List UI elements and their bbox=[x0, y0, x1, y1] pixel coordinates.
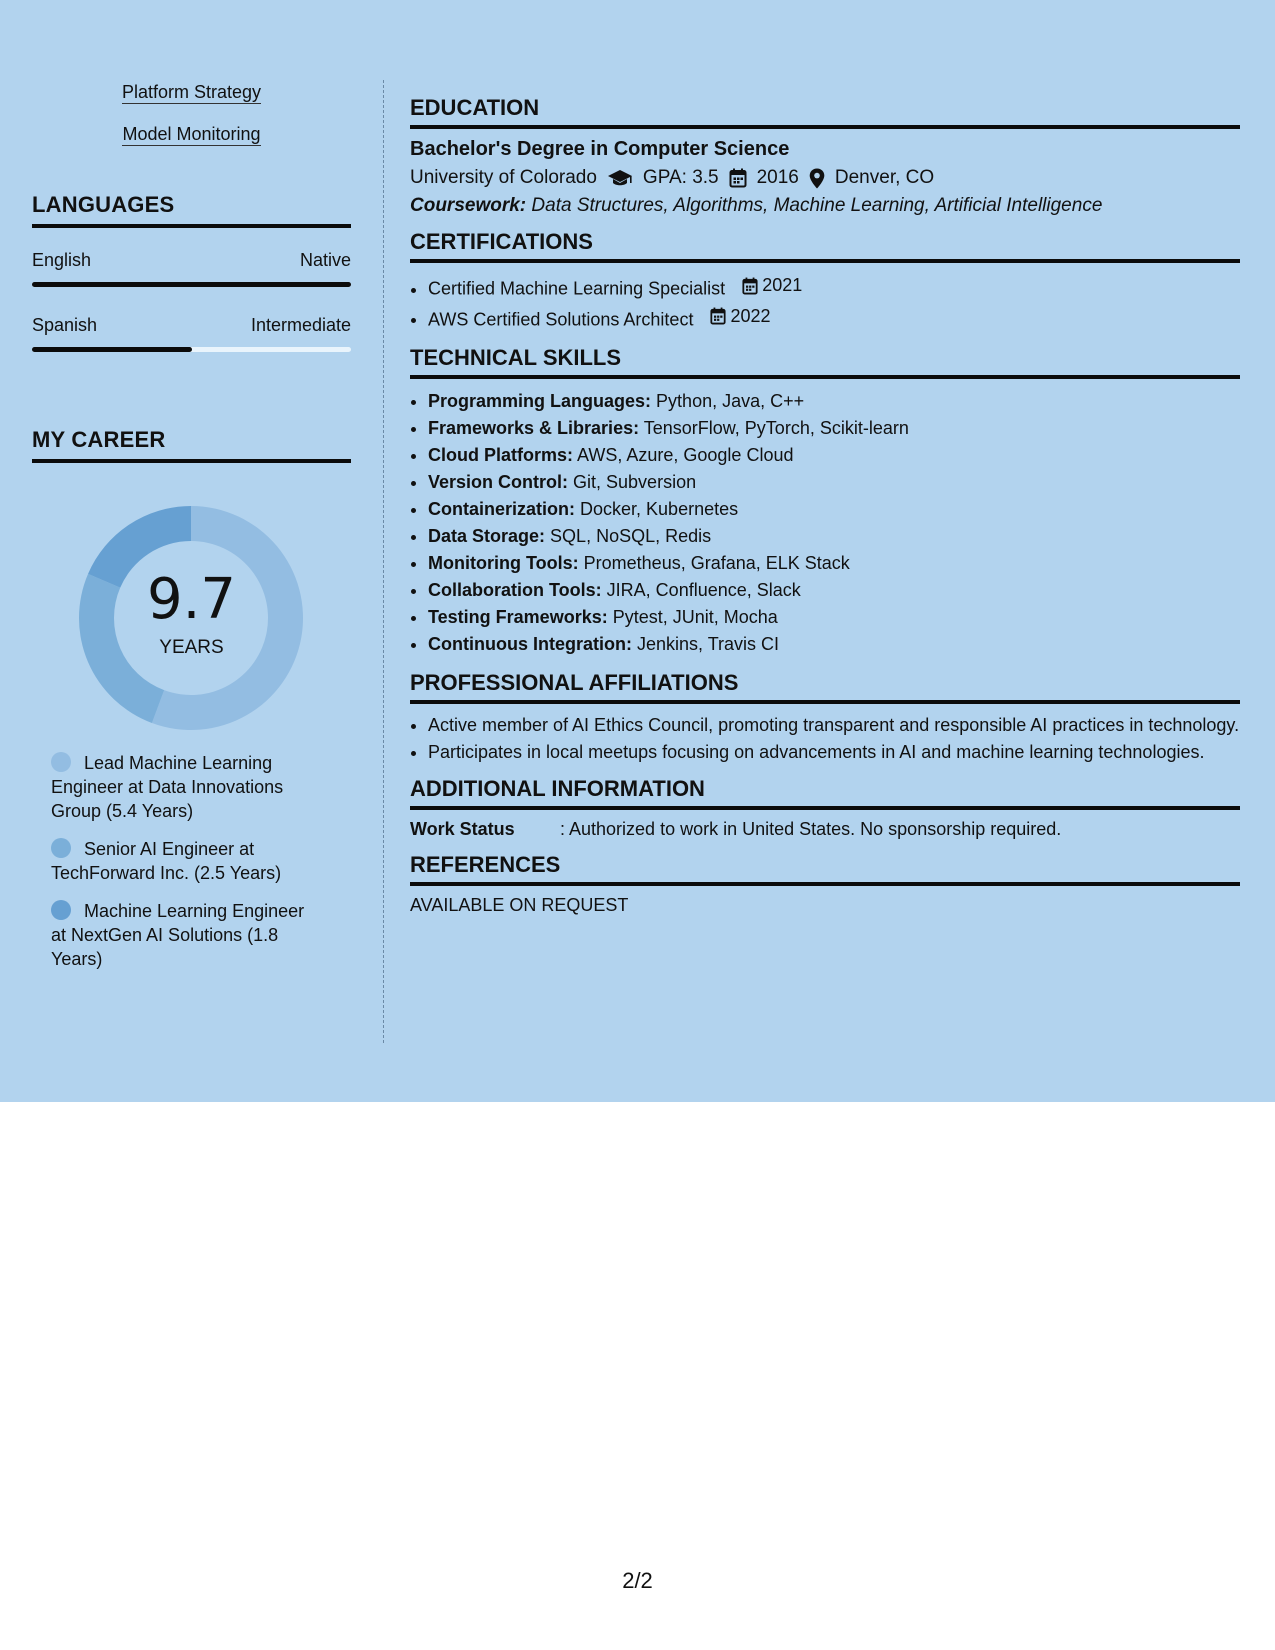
skill-value: Pytest, JUnit, Mocha bbox=[612, 607, 778, 627]
skill-item bbox=[428, 496, 1240, 523]
education-section bbox=[410, 95, 1240, 217]
certification-name: AWS Certified Solutions Architect bbox=[428, 309, 694, 329]
references-text: AVAILABLE ON REQUEST bbox=[410, 895, 629, 915]
career-donut-chart bbox=[32, 487, 351, 737]
skill-item bbox=[428, 442, 1240, 469]
career-legend-text: Senior AI Engineer at TechForward Inc. (2.5 Years) bbox=[51, 839, 282, 883]
career-heading: MY CAREER bbox=[32, 427, 351, 463]
career-legend bbox=[51, 751, 321, 971]
skill-label: Version Control: bbox=[428, 472, 569, 492]
certification-year: 2022 bbox=[730, 305, 771, 326]
location-pin-icon bbox=[809, 168, 825, 189]
languages-heading: LANGUAGES bbox=[32, 192, 351, 228]
career-total-years: 9.7 bbox=[146, 567, 237, 632]
certification-name: Certified Machine Learning Specialist bbox=[428, 278, 726, 299]
language-bar bbox=[32, 347, 351, 352]
certification-item bbox=[428, 303, 1240, 334]
skill-label: Frameworks & Libraries: bbox=[428, 418, 640, 438]
career-legend-item bbox=[51, 837, 321, 885]
skill-item bbox=[428, 523, 1240, 550]
skill-value: TensorFlow, PyTorch, Scikit-learn bbox=[643, 418, 909, 438]
work-status-row bbox=[410, 819, 1240, 840]
legend-dot-icon bbox=[51, 752, 71, 772]
skill-value: SQL, NoSQL, Redis bbox=[550, 526, 712, 546]
language-bar-fill bbox=[32, 347, 192, 352]
affiliations-section bbox=[410, 670, 1240, 764]
coursework-label: Coursework: bbox=[410, 195, 527, 216]
right-column bbox=[410, 95, 1240, 928]
skill-label: Cloud Platforms: bbox=[428, 445, 574, 465]
technical-skills-list bbox=[410, 388, 1240, 658]
coursework-list: Data Structures, Algorithms, Machine Learning, Artificial Intelligence bbox=[531, 195, 1103, 216]
career-legend-item bbox=[51, 751, 321, 823]
skill-label: Programming Languages: bbox=[428, 391, 652, 411]
language-entry-english bbox=[32, 250, 351, 287]
calendar-icon bbox=[742, 277, 758, 295]
career-years-label: YEARS bbox=[159, 637, 224, 658]
affiliation-item: • Active member of AI Ethics Council, promoting transparent and responsible AI practices in technology. bbox=[428, 713, 1240, 737]
school-location: Denver, CO bbox=[834, 167, 935, 188]
left-column bbox=[32, 82, 351, 985]
page-number: 2/2 bbox=[622, 1568, 653, 1593]
certifications-list bbox=[410, 272, 1240, 333]
coursework bbox=[410, 195, 1240, 217]
graduation-cap-icon bbox=[607, 168, 633, 188]
technical-skills-heading: TECHNICAL SKILLS bbox=[410, 345, 1240, 379]
language-name: Spanish bbox=[32, 315, 98, 335]
graduation-year: 2016 bbox=[756, 167, 799, 188]
column-divider bbox=[383, 80, 384, 1043]
language-bar bbox=[32, 282, 351, 287]
skill-item bbox=[428, 469, 1240, 496]
career-legend-text: Lead Machine Learning Engineer at Data Innovations Group (5.4 Years) bbox=[51, 753, 284, 821]
references-heading: REFERENCES bbox=[410, 852, 1240, 886]
school-name: University of Colorado bbox=[410, 167, 597, 188]
additional-info-heading: ADDITIONAL INFORMATION bbox=[410, 776, 1240, 810]
affiliations-heading: PROFESSIONAL AFFILIATIONS bbox=[410, 670, 1240, 704]
education-heading: EDUCATION bbox=[410, 95, 1240, 129]
skill-item bbox=[428, 388, 1240, 415]
skill-link-model-monitoring[interactable]: Model Monitoring bbox=[122, 124, 261, 144]
certification-item bbox=[428, 272, 1240, 303]
degree-title: Bachelor's Degree in Computer Science bbox=[410, 138, 790, 160]
work-status-value: : Authorized to work in United States. No sponsorship required. bbox=[560, 819, 1062, 839]
skill-label: Data Storage: bbox=[428, 526, 546, 546]
calendar-icon bbox=[729, 168, 747, 188]
skill-link-platform-strategy[interactable]: Platform Strategy bbox=[121, 82, 262, 102]
skill-value: Prometheus, Grafana, ELK Stack bbox=[583, 553, 850, 573]
skill-item bbox=[428, 550, 1240, 577]
skill-value: AWS, Azure, Google Cloud bbox=[577, 445, 794, 465]
career-legend-text: Machine Learning Engineer at NextGen AI Solutions (1.8 Years) bbox=[51, 901, 305, 969]
career-legend-item bbox=[51, 899, 321, 971]
legend-dot-icon bbox=[51, 838, 71, 858]
skill-value: Jenkins, Travis CI bbox=[636, 634, 780, 654]
skill-item bbox=[428, 415, 1240, 442]
skill-item bbox=[428, 604, 1240, 631]
skill-label: Monitoring Tools: bbox=[428, 553, 579, 573]
affiliations-list bbox=[410, 713, 1240, 764]
certifications-section bbox=[410, 229, 1240, 333]
language-bar-fill bbox=[32, 282, 351, 287]
skill-label: Testing Frameworks: bbox=[428, 607, 608, 627]
skill-label: Collaboration Tools: bbox=[428, 580, 602, 600]
affiliation-item: • Participates in local meetups focusing on advancements in AI and machine learning technologies. bbox=[428, 740, 1240, 764]
skill-value: Docker, Kubernetes bbox=[580, 499, 739, 519]
language-level: Native bbox=[299, 250, 351, 270]
skill-value: JIRA, Confluence, Slack bbox=[606, 580, 801, 600]
gpa: GPA: 3.5 bbox=[642, 167, 719, 188]
language-level: Intermediate bbox=[250, 315, 351, 335]
legend-dot-icon bbox=[51, 900, 71, 920]
references-section bbox=[410, 852, 1240, 916]
certification-year: 2021 bbox=[762, 275, 803, 295]
skill-item bbox=[428, 631, 1240, 658]
education-details bbox=[410, 167, 1240, 189]
work-status-label: Work Status bbox=[410, 819, 515, 839]
skill-value: Git, Subversion bbox=[573, 472, 697, 492]
language-entry-spanish bbox=[32, 315, 351, 352]
skill-item bbox=[428, 577, 1240, 604]
skill-value: Python, Java, C++ bbox=[656, 391, 805, 411]
skill-label: Containerization: bbox=[428, 499, 575, 519]
technical-skills-section bbox=[410, 345, 1240, 658]
calendar-icon bbox=[710, 307, 726, 325]
language-name: English bbox=[32, 250, 92, 270]
additional-info-section bbox=[410, 776, 1240, 840]
skill-label: Continuous Integration: bbox=[428, 634, 632, 654]
certifications-heading: CERTIFICATIONS bbox=[410, 229, 1240, 263]
